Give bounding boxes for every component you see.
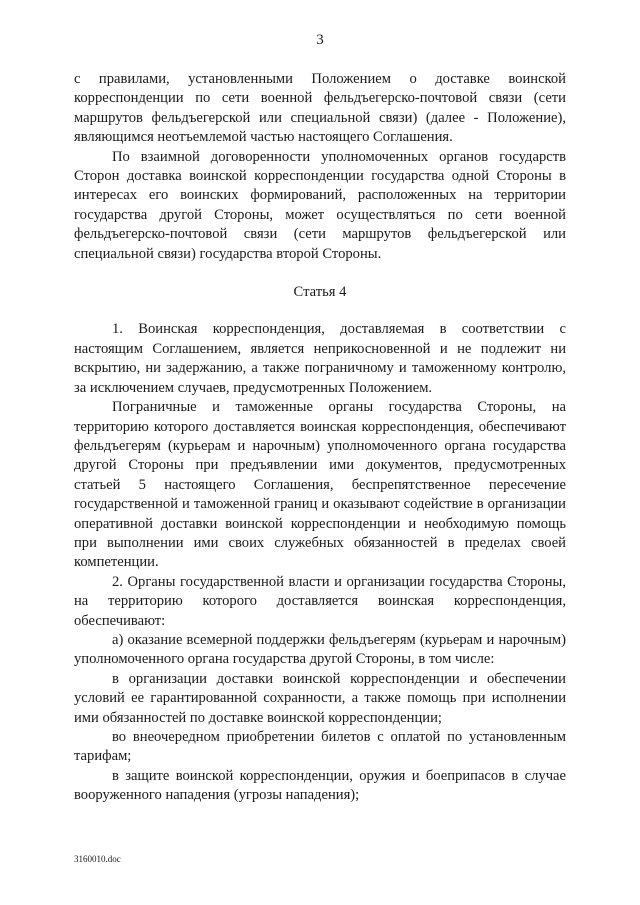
- document-body: [74, 70, 566, 806]
- page-number: 3: [316, 32, 324, 48]
- paragraph: 1. Воинская корреспонденция, доставляемая в соответствии с настоящим Соглашением, является неприкосновенной и не подлежит ни вскрытию, ни задержанию, а также пограничному и таможенному контролю, за исключением случаев, предусмотренных Положением.: [74, 321, 566, 396]
- article-heading: Статья 4: [293, 284, 347, 301]
- paragraph: 2. Органы государственной власти и организации государства Стороны, на территорию которого доставляется воинская корреспонденция, обеспечивают:: [74, 573, 566, 629]
- paragraph: По взаимной договоренности уполномоченных органов государств Сторон доставка воинской корреспонденции государства одной Стороны в интересах его воинских формирований, расположенных на территории государства другой Стороны, может осуществляться по сети военной фельдъегерско-почтовой связи (сети маршрутов фельдъегерской или специальной связи) государства второй Стороны.: [74, 148, 566, 262]
- paragraph: во внеочередном приобретении билетов с оплатой по установленным тарифам;: [74, 729, 566, 765]
- footer-filename: 3160010.doc: [74, 854, 121, 864]
- paragraph: Пограничные и таможенные органы государства Стороны, на территорию которого доставляется воинская корреспонденция, обеспечивают фельдъегерям (курьерам и нарочным) уполномоченного органа государства другой Стороны при предъявлении ими документов, предусмотренных статьей 5 настоящего Соглашения, беспрепятственное пересечение государственной и таможенной границ и оказывают содействие в организации оперативной доставки воинской корреспонденции и необходимую помощь при выполнении ими своих служебных обязанностей в пределах своей компетенции.: [74, 399, 566, 571]
- paragraph: а) оказание всемерной поддержки фельдъегерям (курьерам и нарочным) уполномоченного органа государства другой Стороны, в том числе:: [74, 631, 566, 668]
- paragraph: в организации доставки воинской корреспонденции и обеспечении условий ее гарантированной сохранности, а также помощь при исполнении ими обязанностей по доставке воинской корреспонденции;: [74, 670, 566, 726]
- paragraph: с правилами, установленными Положением о доставке воинской корреспонденции по сети военной фельдъегерско-почтовой связи (сети маршрутов фельдъегерской или специальной связи) (далее - Положение), являющимся неотъемлемой частью настоящего Соглашения.: [74, 71, 566, 146]
- paragraph: в защите воинской корреспонденции, оружия и боеприпасов в случае вооруженного нападения (угрозы нападения);: [74, 767, 566, 804]
